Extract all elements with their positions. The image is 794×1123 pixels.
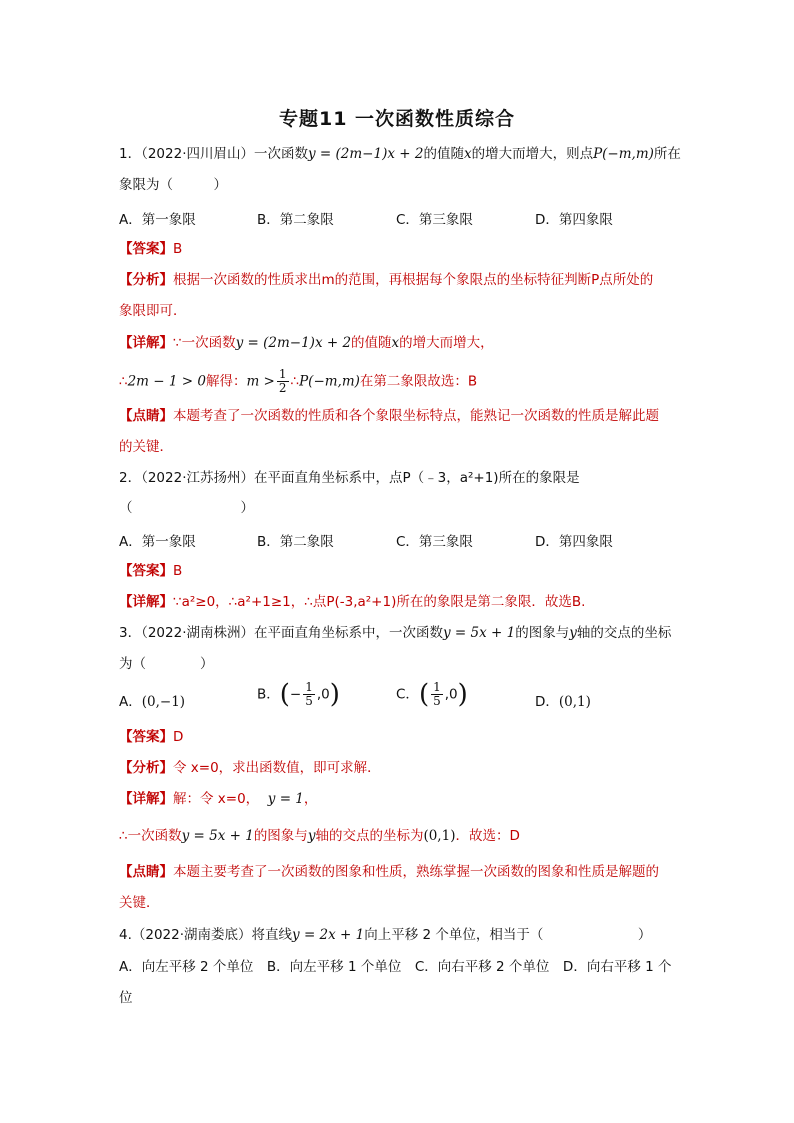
q2-option-b: B．第二象限: [257, 534, 334, 550]
q3-stem: 3．（2022·湖南株洲）在平面直角坐标系中，一次函数y = 5x + 1的图象与y轴的交点的坐标: [119, 625, 672, 641]
q1-option-c: C．第三象限: [396, 212, 473, 228]
q3-answer: 【答案】D: [119, 729, 184, 745]
q3-stem-line2: 为（ ）: [119, 656, 214, 672]
q1-option-a: A．第一象限: [119, 212, 196, 228]
q3-detail: 【详解】解：令 x=0， y = 1，: [119, 791, 318, 807]
q3-detail-line2: ∴一次函数y = 5x + 1的图象与y轴的交点的坐标为(0,1)．故选：D: [119, 828, 520, 844]
q3-option-a: A．(0,−1): [119, 694, 186, 710]
q3-comment: 【点睛】本题主要考查了一次函数的图象和性质，熟练掌握一次函数的图象和性质是解题的: [119, 864, 659, 880]
fraction: $\frac{1}{5}$: [433, 680, 441, 708]
q2-option-c: C．第三象限: [396, 534, 473, 550]
q1-stem: 1．（2022·四川眉山）一次函数y = (2m−1)x + 2的值随x的增大而增大，则点P(−m,m)所在: [119, 146, 681, 162]
q2-answer: 【答案】B: [119, 563, 183, 579]
q2-option-a: A．第一象限: [119, 534, 196, 550]
q2-stem-line2: （ ）: [119, 500, 254, 516]
q4-options-line2: 位: [119, 990, 133, 1006]
q3-analysis: 【分析】令 x=0，求出函数值，即可求解．: [119, 760, 381, 776]
q1-option-b: B．第二象限: [257, 212, 334, 228]
fraction: $\frac{1}{2}$: [278, 367, 287, 395]
q2-option-d: D．第四象限: [535, 534, 613, 550]
q4-options: A．向左平移 2 个单位 B．向左平移 1 个单位 C．向右平移 2 个单位 D．向右平移 1 个: [119, 959, 672, 975]
q3-option-c: C．( $\frac{1}{5}$ ,0): [396, 679, 468, 710]
q1-stem-line2: 象限为（ ）: [119, 177, 227, 193]
q1-comment: 【点睛】本题考查了一次函数的性质和各个象限坐标特点，能熟记一次函数的性质是解此题: [119, 408, 659, 424]
q1-option-d: D．第四象限: [535, 212, 613, 228]
q1-comment-line2: 的关键．: [119, 439, 173, 455]
q3-option-b: B．(− $\frac{1}{5}$ ,0): [257, 679, 340, 710]
q4-stem: 4.（2022·湖南娄底）将直线y = 2x + 1向上平移 2 个单位，相当于（ ）: [119, 927, 652, 943]
page-title: 专题11 一次函数性质综合: [278, 108, 516, 130]
q1-detail: 【详解】∵一次函数y = (2m−1)x + 2的值随x的增大而增大，: [119, 335, 494, 351]
q3-comment-line2: 关键．: [119, 895, 160, 911]
q1-detail-line2: ∴2m − 1 > 0解得：m > $\frac{1}{2}$ ∴P(−m,m)在第二象限故选：B: [119, 367, 478, 395]
q2-detail: 【详解】∵a²≥0，∴a²+1≥1，∴点P(-3,a²+1)所在的象限是第二象限．故选B.: [119, 594, 586, 610]
q1-analysis-line2: 象限即可．: [119, 303, 187, 319]
q2-stem: 2．（2022·江苏扬州）在平面直角坐标系中，点P（﹣3，a²+1)所在的象限是: [119, 470, 580, 486]
q1-analysis: 【分析】根据一次函数的性质求出m的范围，再根据每个象限点的坐标特征判断P点所处的: [119, 272, 654, 288]
q1-answer: 【答案】B: [119, 241, 183, 257]
q3-option-d: D．(0,1): [535, 694, 591, 710]
fraction: $\frac{1}{5}$: [305, 680, 313, 708]
